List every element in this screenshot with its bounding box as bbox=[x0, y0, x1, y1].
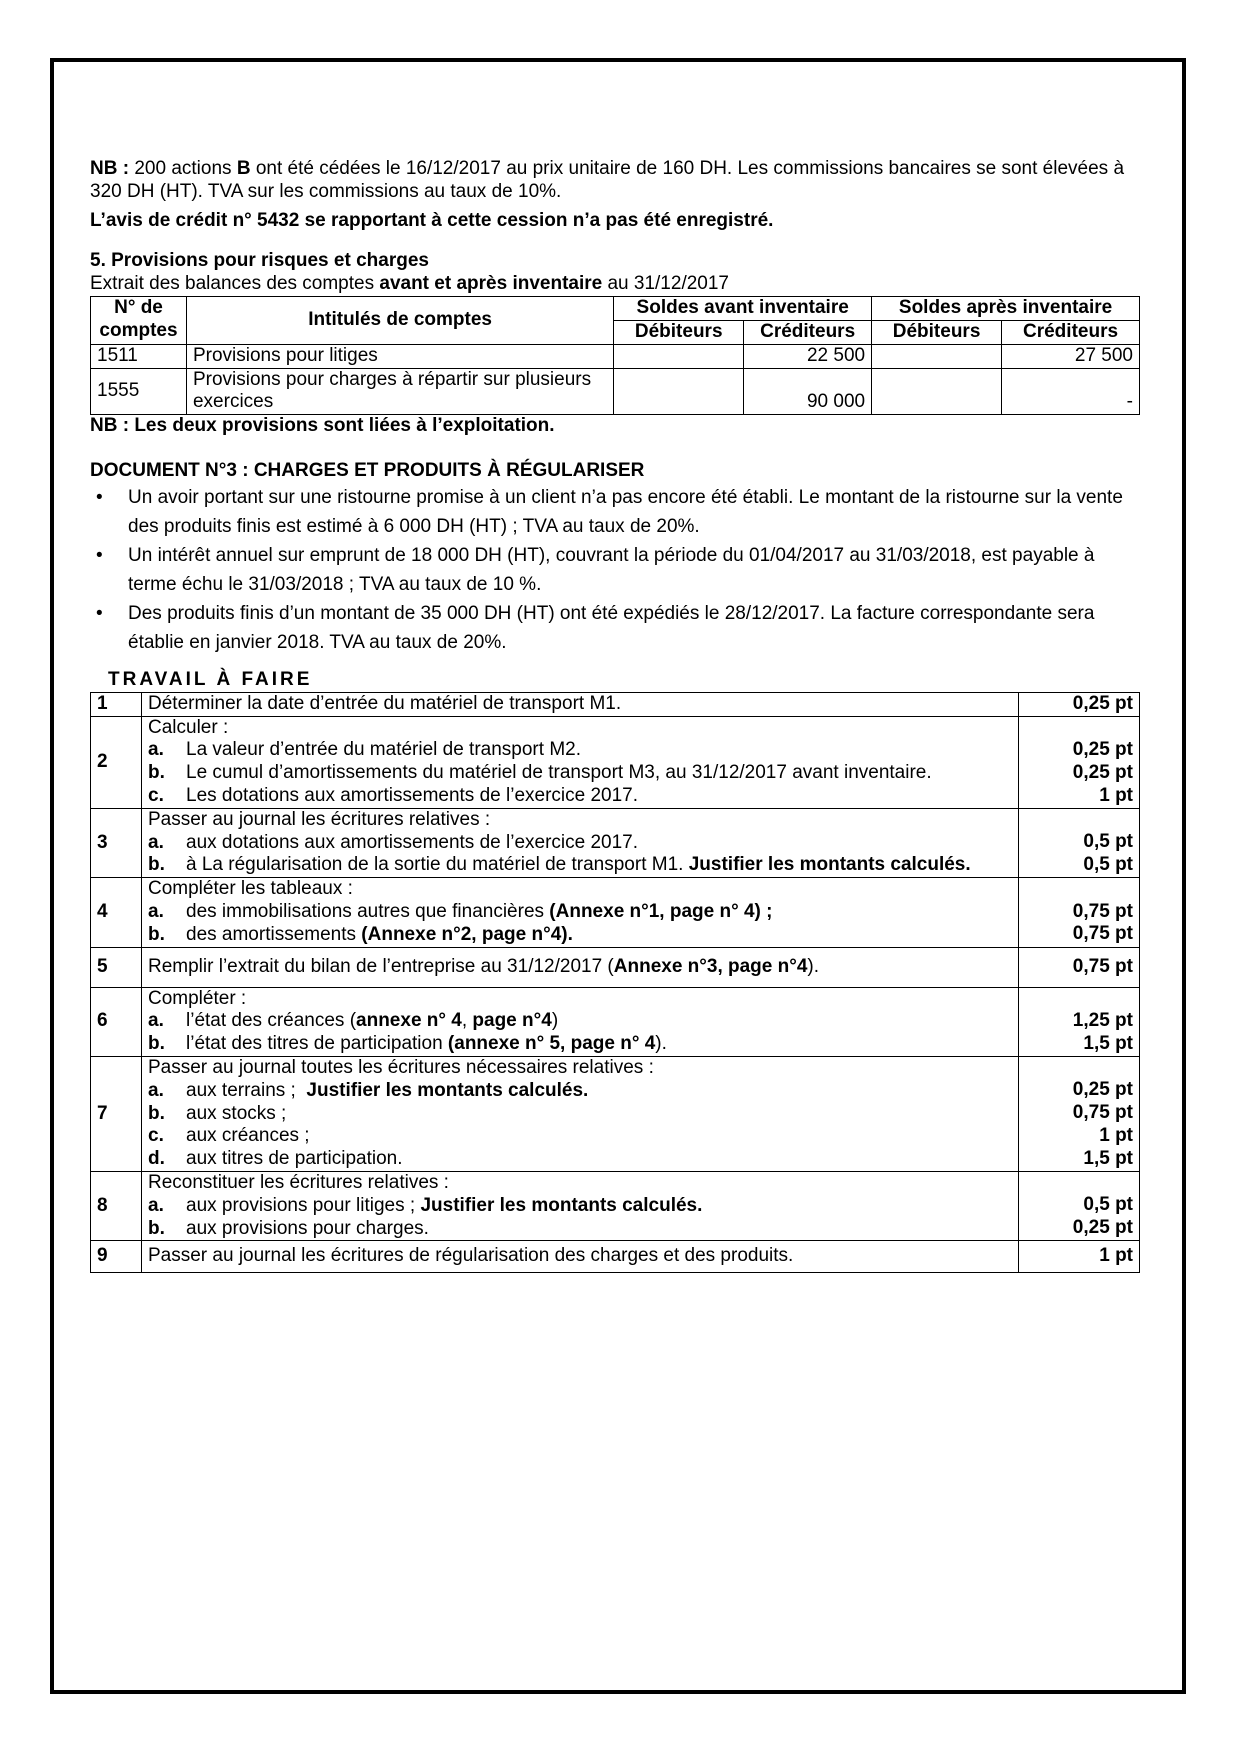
item-text-plain: l’état des créances ( bbox=[186, 1010, 357, 1032]
task-item bbox=[148, 832, 1012, 855]
item-text-plain: des amortissements bbox=[186, 923, 357, 945]
document3-list bbox=[90, 483, 1140, 657]
item-letter: c. bbox=[148, 1125, 164, 1147]
item-letter: b. bbox=[148, 854, 165, 876]
points-a: 0,5 pt bbox=[1083, 1194, 1133, 1216]
page-content bbox=[90, 158, 1140, 1273]
task-number: 7 bbox=[91, 1056, 142, 1171]
cell-num: 1555 bbox=[91, 368, 187, 415]
item-letter: c. bbox=[148, 784, 164, 806]
list-item: • Un avoir portant sur une ristourne promise à un client n’a pas encore été établi. Le montant de la ristourne sur la vente des produits finis est estimé à 6 000 DH (HT) ; TVA au taux de 20%. bbox=[90, 483, 1140, 541]
header-avant: Soldes avant inventaire bbox=[614, 296, 872, 320]
item-text-mid: , bbox=[461, 1010, 468, 1032]
task-text: Déterminer la date d’entrée du matériel de transport M1. bbox=[142, 692, 1019, 716]
task-points bbox=[1019, 987, 1140, 1056]
item-letter: a. bbox=[148, 831, 164, 853]
item-text-plain: aux provisions pour litiges ; bbox=[186, 1194, 416, 1216]
points-c: 1 pt bbox=[1099, 784, 1133, 806]
item-text: aux dotations aux amortissements de l’exercice 2017. bbox=[186, 831, 639, 853]
avis-credit-note bbox=[90, 210, 1140, 233]
task-text-post: ). bbox=[807, 955, 820, 977]
cell-num: 1511 bbox=[91, 344, 187, 368]
task-number: 8 bbox=[91, 1171, 142, 1240]
cell-label: Provisions pour litiges bbox=[186, 344, 613, 368]
task-points bbox=[1019, 1056, 1140, 1171]
task-number: 4 bbox=[91, 878, 142, 947]
task-item bbox=[148, 739, 1012, 762]
list-item: • Des produits finis d’un montant de 35 000 DH (HT) ont été expédiés le 28/12/2017. La facture correspondante sera établie en janvier 2018. TVA au taux de 20%. bbox=[90, 599, 1140, 657]
task-row-3 bbox=[91, 808, 1140, 877]
item-text-bold: annexe n° 4 bbox=[356, 1010, 462, 1032]
task-row-8 bbox=[91, 1171, 1140, 1240]
item-text-plain: des immobilisations autres que financières bbox=[186, 900, 545, 922]
points-a: 0,5 pt bbox=[1083, 831, 1133, 853]
task-text-plain: Remplir l’extrait du bilan de l’entreprise au 31/12/2017 ( bbox=[148, 955, 614, 977]
task-item bbox=[148, 1080, 1012, 1103]
task-intro: Passer au journal les écritures relatives : bbox=[148, 808, 491, 830]
item-text-bold: (Annexe n°2, page n°4). bbox=[361, 923, 573, 945]
task-text bbox=[142, 878, 1019, 947]
cell-av-cred: 90 000 bbox=[744, 368, 872, 415]
header-apres-debiteurs: Débiteurs bbox=[872, 320, 1002, 344]
points-a: 0,25 pt bbox=[1072, 738, 1133, 760]
item-text: aux titres de participation. bbox=[186, 1148, 403, 1170]
extrait-bold: avant et après inventaire bbox=[379, 273, 603, 295]
cell-ap-cred: 27 500 bbox=[1002, 344, 1140, 368]
task-intro: Compléter les tableaux : bbox=[148, 878, 353, 900]
tasks-table bbox=[90, 692, 1140, 1274]
item-text: Les dotations aux amortissements de l’exercice 2017. bbox=[186, 784, 639, 806]
points-a: 0,75 pt bbox=[1072, 900, 1133, 922]
balance-header-row-1 bbox=[91, 296, 1140, 320]
header-apres: Soldes après inventaire bbox=[872, 296, 1140, 320]
avis-credit-text: L’avis de crédit n° 5432 se rapportant à cette cession n’a pas été enregistré. bbox=[90, 209, 774, 231]
item-text: aux stocks ; bbox=[186, 1102, 287, 1124]
item-letter: b. bbox=[148, 1102, 165, 1124]
task-points bbox=[1019, 1171, 1140, 1240]
header-apres-crediteurs: Créditeurs bbox=[1002, 320, 1140, 344]
item-text-plain: à La régularisation de la sortie du matériel de transport M1. bbox=[186, 854, 684, 876]
item-text bbox=[186, 901, 772, 924]
cell-ap-cred: - bbox=[1002, 368, 1140, 415]
provisions-nb-text: NB : Les deux provisions sont liées à l’exploitation. bbox=[90, 415, 555, 437]
item-text-bold: Justifier les montants calculés. bbox=[306, 1079, 589, 1101]
task-row-1 bbox=[91, 692, 1140, 716]
cell-av-deb bbox=[614, 368, 744, 415]
task-intro: Reconstituer les écritures relatives : bbox=[148, 1171, 449, 1193]
task-text-bold: Annexe n°3, page n°4 bbox=[613, 955, 808, 977]
item-text bbox=[186, 1010, 558, 1033]
points-b: 1,5 pt bbox=[1083, 1032, 1133, 1054]
item-text-bold: Justifier les montants calculés. bbox=[420, 1194, 703, 1216]
item-text: La valeur d’entrée du matériel de transport M2. bbox=[186, 739, 581, 761]
points-a: 1,25 pt bbox=[1072, 1009, 1133, 1031]
task-item bbox=[148, 1033, 1012, 1056]
balance-table bbox=[90, 296, 1140, 415]
task-text bbox=[142, 987, 1019, 1056]
points-b: 0,25 pt bbox=[1072, 761, 1133, 783]
task-item bbox=[148, 1148, 1012, 1171]
points-a: 0,25 pt bbox=[1072, 1079, 1133, 1101]
item-text-bold: Justifier les montants calculés. bbox=[688, 854, 971, 876]
task-intro: Passer au journal toutes les écritures nécessaires relatives : bbox=[148, 1056, 654, 1078]
item-letter: a. bbox=[148, 1194, 164, 1216]
header-avant-crediteurs: Créditeurs bbox=[744, 320, 872, 344]
item-letter: b. bbox=[148, 1217, 165, 1239]
item-text bbox=[186, 924, 573, 947]
section5-extrait bbox=[90, 273, 1140, 296]
item-text-plain: l’état des titres de participation bbox=[186, 1033, 443, 1055]
cell-ap-deb bbox=[872, 368, 1002, 415]
task-intro: Calculer : bbox=[148, 716, 229, 738]
task-item bbox=[148, 1103, 1012, 1126]
task-item bbox=[148, 854, 1012, 877]
task-text bbox=[142, 1171, 1019, 1240]
item-letter: b. bbox=[148, 923, 165, 945]
task-row-7 bbox=[91, 1056, 1140, 1171]
points-b: 0,25 pt bbox=[1072, 1217, 1133, 1239]
travail-title: TRAVAIL À FAIRE bbox=[108, 668, 313, 690]
item-letter: b. bbox=[148, 762, 165, 784]
points-b: 0,5 pt bbox=[1083, 853, 1133, 875]
task-row-6 bbox=[91, 987, 1140, 1056]
note-action-b: B bbox=[236, 158, 251, 179]
document3-title: DOCUMENT N°3 : CHARGES ET PRODUITS À RÉGULARISER bbox=[90, 459, 645, 481]
task-points: 1 pt bbox=[1019, 1241, 1140, 1273]
note-text-2: ont été cédées le 16/12/2017 au prix unitaire de 160 DH. Les commissions bancaires se sont élevées à 320 DH (HT). TVA sur les commissions au taux de 10%. bbox=[90, 158, 1125, 202]
task-number: 9 bbox=[91, 1241, 142, 1273]
header-avant-debiteurs: Débiteurs bbox=[614, 320, 744, 344]
task-points bbox=[1019, 878, 1140, 947]
nb-label: NB : bbox=[90, 158, 130, 179]
section5-title: 5. Provisions pour risques et charges bbox=[90, 250, 429, 272]
item-letter: a. bbox=[148, 900, 164, 922]
cell-av-deb bbox=[614, 344, 744, 368]
item-text: aux créances ; bbox=[186, 1125, 310, 1147]
cell-ap-deb bbox=[872, 344, 1002, 368]
task-points bbox=[1019, 808, 1140, 877]
item-text-post: ) bbox=[551, 1010, 559, 1032]
task-intro: Compléter : bbox=[148, 987, 247, 1009]
header-intitule: Intitulés de comptes bbox=[186, 296, 613, 344]
cell-label: Provisions pour charges à répartir sur plusieurs exercices bbox=[186, 368, 613, 415]
task-text bbox=[142, 947, 1019, 987]
item-text-bold: (Annexe n°1, page n° 4) ; bbox=[549, 900, 773, 922]
item-letter: a. bbox=[148, 1079, 164, 1101]
task-item bbox=[148, 1010, 1012, 1033]
extrait-post: au 31/12/2017 bbox=[607, 273, 729, 295]
provisions-nb bbox=[90, 415, 1140, 438]
task-text bbox=[142, 808, 1019, 877]
note-cession bbox=[90, 158, 1140, 204]
task-points: 0,75 pt bbox=[1019, 947, 1140, 987]
task-points: 0,25 pt bbox=[1019, 692, 1140, 716]
item-letter: d. bbox=[148, 1148, 165, 1170]
task-item bbox=[148, 1195, 1012, 1218]
task-text bbox=[142, 1056, 1019, 1171]
task-text: Passer au journal les écritures de régularisation des charges et des produits. bbox=[142, 1241, 1019, 1273]
item-text bbox=[186, 854, 971, 877]
item-text-plain: aux terrains ; bbox=[186, 1079, 296, 1101]
task-number: 3 bbox=[91, 808, 142, 877]
item-text-bold-2: page n°4 bbox=[472, 1010, 552, 1032]
points-b: 0,75 pt bbox=[1072, 923, 1133, 945]
task-item bbox=[148, 762, 1012, 785]
table-row bbox=[91, 344, 1140, 368]
item-text-post: ). bbox=[655, 1033, 667, 1055]
task-row-2 bbox=[91, 716, 1140, 808]
task-number: 5 bbox=[91, 947, 142, 987]
points-d: 1,5 pt bbox=[1083, 1147, 1133, 1169]
task-item bbox=[148, 901, 1012, 924]
item-text: aux provisions pour charges. bbox=[186, 1217, 429, 1239]
task-item bbox=[148, 1125, 1012, 1148]
list-item: • Un intérêt annuel sur emprunt de 18 000 DH (HT), couvrant la période du 01/04/2017 au 31/03/2018, est payable à terme échu le 31/03/2018 ; TVA au taux de 10 %. bbox=[90, 541, 1140, 599]
item-text bbox=[186, 1195, 702, 1218]
item-text-bold: (annexe n° 5, page n° 4 bbox=[447, 1033, 656, 1055]
cell-av-cred: 22 500 bbox=[744, 344, 872, 368]
task-number: 1 bbox=[91, 692, 142, 716]
task-text bbox=[142, 716, 1019, 808]
task-points bbox=[1019, 716, 1140, 808]
item-text bbox=[186, 1080, 588, 1103]
points-c: 1 pt bbox=[1099, 1124, 1133, 1146]
task-item bbox=[148, 924, 1012, 947]
task-item bbox=[148, 1218, 1012, 1241]
task-number: 6 bbox=[91, 987, 142, 1056]
task-row-9 bbox=[91, 1241, 1140, 1273]
item-letter: a. bbox=[148, 739, 164, 761]
task-row-5 bbox=[91, 947, 1140, 987]
header-num-comptes: N° de comptes bbox=[91, 296, 187, 344]
note-text-1: 200 actions bbox=[134, 158, 232, 179]
task-item bbox=[148, 785, 1012, 808]
table-row bbox=[91, 368, 1140, 415]
task-row-4 bbox=[91, 878, 1140, 947]
extrait-pre: Extrait des balances des comptes bbox=[90, 273, 375, 295]
points-b: 0,75 pt bbox=[1072, 1102, 1133, 1124]
task-number: 2 bbox=[91, 716, 142, 808]
item-letter: b. bbox=[148, 1033, 165, 1055]
item-letter: a. bbox=[148, 1010, 164, 1032]
item-text bbox=[186, 1033, 667, 1056]
item-text: Le cumul d’amortissements du matériel de transport M3, au 31/12/2017 avant inventaire. bbox=[186, 762, 932, 784]
